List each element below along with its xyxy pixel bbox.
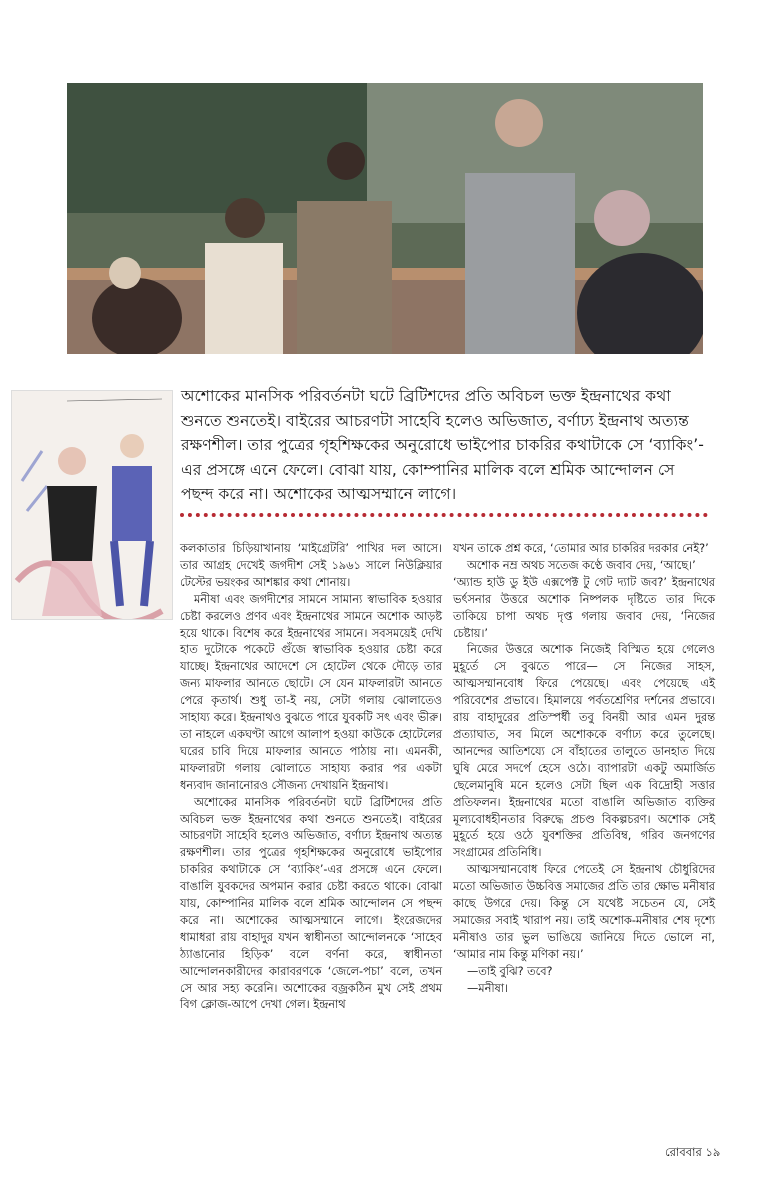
paragraph: অশোকের মানসিক পরিবর্তনটা ঘটে ব্রিটিশদের প্রতি অবিচল ভক্ত ইন্দ্রনাথের কথা শুনতে শুনতেই। বাইরের আচরণটা সাহেবি হলেও অভিজাত, বর্ণাঢ্য ইন্দ্রনাথ অত্যন্ত রক্ষণশীল। তার পুত্রের গৃহশিক্ষকের অনুরোধে ভাইপোর চাকরির কথাটাকে সে ‘ব্যাকিং’-এর প্রসঙ্গে এনে ফেলে। বাঙালি যুবকদের অপমান করার চেষ্টা করতে থাকে। বোঝা যায়, কোম্পানির মালিক বলে শ্রমিক আন্দোলন সে পছন্দ করে না। অশোকের আত্মসম্মানে লাগে। ইংরেজদের ধামাধরা রায় বাহাদুর যখন স্বাধীনতা আন্দোলনকে ‘সাহেব ঠ্যাঙানোর হিড়িক’ বলে বর্ণনা করে, স্বাধীনতা আন্দোলনকারীদের কারাবরণকে ‘জেলে-পচা’ বলে, তখন সে আর সহ্য করেনি। অশোকের বজ্রকঠিন মুখ সেই প্রথম বিগ ক্লোজ-আপে দেখা গেল। ইন্দ্রনাথ bbox=[180, 795, 442, 1012]
paragraph: আত্মসম্মানবোধ ফিরে পেতেই সে ইন্দ্রনাথ চৌধুরিদের মতো অভিজাত উচ্চবিত্ত সমাজের প্রতি তার ক্ষোভ মনীষার কাছে উগরে দেয়। কিন্তু সে যথেষ্ট সচেতন যে, সেই সমাজের সবাই খারাপ নয়। তাই অশোক-মনীষার শেষ দৃশ্যে মনীষাও তার ভুল ভাঙিয়ে জানিয়ে দিতে ভোলে না, ‘আমার নাম কিন্তু মণিকা নয়।’ bbox=[453, 863, 715, 961]
paragraph: —তাই বুঝি? তবে? bbox=[467, 964, 553, 978]
paragraph: ‘অ্যান্ড হাউ ডু ইউ এক্সপেক্ট টু গেট দ্যাট জব?’ ইন্দ্রনাথের ভর্ৎসনার উত্তরে অশোক নিষ্পলক দৃষ্টিতে তার দিকে তাকিয়ে চাপা অথচ দৃপ্ত গলায় জবাব দেয়, ‘নিজের চেষ্টায়।’ bbox=[453, 575, 715, 640]
paragraph: কলকাতার চিড়িয়াখানায় ‘মাইগ্রেটরি’ পাখির দল আসে। তার আগ্রহ দেখেই জগদীশ সেই ১৯৬১ সালে নিউক্লিয়ার টেস্টের ভয়ংকর আশঙ্কার কথা শোনায়। bbox=[180, 542, 442, 589]
paragraph: যখন তাকে প্রশ্ন করে, ‘তোমার আর চাকরির দরকার নেই?’ bbox=[453, 542, 709, 555]
film-still-photo bbox=[67, 83, 703, 354]
sketch-illustration bbox=[11, 390, 173, 620]
right-column bbox=[453, 541, 715, 997]
page-footer: রোববার ১৯ bbox=[665, 1145, 721, 1159]
pull-quote: অশোকের মানসিক পরিবর্তনটা ঘটে ব্রিটিশদের প্রতি অবিচল ভক্ত ইন্দ্রনাথের কথা শুনতে শুনতেই। বাইরের আচরণটা সাহেবি হলেও অভিজাত, বর্ণাঢ্য ইন্দ্রনাথ অত্যন্ত রক্ষণশীল। তার পুত্রের গৃহশিক্ষকের অনুরোধে ভাইপোর চাকরির কথাটাকে সে ‘ব্যাকিং’-এর প্রসঙ্গে এনে ফেলে। বোঝা যায়, কোম্পানির মালিক বলে শ্রমিক আন্দোলন সে পছন্দ করে না। অশোকের আত্মসম্মানে লাগে। bbox=[181, 387, 704, 503]
paragraph: মনীষা এবং জগদীশের সামনে সামান্য স্বাভাবিক হওয়ার চেষ্টা করলেও প্রণব এবং ইন্দ্রনাথের সামনে অশোক আড়ষ্ট হয়ে থাকে। বিশেষ করে ইন্দ্রনাথের সামনে। সবসময়েই দেখি হাত দুটোকে পকেটে গুঁজে স্বাভাবিক হওয়ার চেষ্টা করে যাচ্ছে। ইন্দ্রনাথের আদেশে সে হোটেল থেকে দৌড়ে তার জন্য মাফলার আনতে ছোটে। সে যেন মাফলারটা আনতে পেরে কৃতার্থ। শুধু তা-ই নয়, সেটা গলায় ঝোলাতেও সাহায্য করে। ইন্দ্রনাথও বুঝতে পারে যুবকটি সৎ এবং ভীরু। তা নাহলে একঘণ্টা আগে আলাপ হওয়া কাউকে হোটেলের ঘরের চাবি দিয়ে মাফলার আনতে পাঠায় না। এমনকী, মাফলারটা গলায় ঝোলাতে সাহায্য করার পর একটা ধন্যবাদ জানানোরও সৌজন্য দেখায়নি ইন্দ্রনাথ। bbox=[180, 592, 442, 792]
paragraph: অশোক নম্র অথচ সতেজ কণ্ঠে জবাব দেয়, ‘আছে।’ bbox=[467, 558, 696, 572]
paragraph: —মনীষা। bbox=[467, 981, 509, 995]
paragraph: নিজের উত্তরে অশোক নিজেই বিস্মিত হয়ে গেলেও মুহূর্তে সে বুঝতে পারে— সে নিজের সাহস, আত্মসম্মানবোধ ফিরে পেয়েছে। এবং পেয়েছে এই পরিবেশের প্রভাবে। হিমালয়ে পর্বতশ্রেণির দর্শনের প্রভাবে। রায় বাহাদুরের প্রতিস্পর্ধী তবু বিনয়ী আর এমন দুরন্ত প্রত্যাঘাত, সব মিলে অশোককে বর্ণাঢ্য করে তুলেছে। আনন্দের আতিশয্যে সে বাঁহাতের তালুতে ডানহাত দিয়ে ঘুষি মেরে সদর্পে হেসে ওঠে। ব্যাপারটা একটু অমার্জিত ছেলেমানুষি মনে হলেও সেটা ছিল এক বিদ্রোহী সত্তার প্রতিফলন। ইন্দ্রনাথের মতো বাঙালি অভিজাত ব্যক্তির মূল্যবোধহীনতার বিরুদ্ধে প্রচণ্ড বিকল্পচরণ। অশোক সেই মুহূর্তে হয়ে ওঠে যুবশক্তির প্রতিবিম্ব, গরিব জনগণের সংগ্রামের প্রতিনিধি। bbox=[453, 643, 715, 860]
left-column bbox=[180, 541, 442, 1014]
dotted-divider bbox=[180, 513, 708, 517]
